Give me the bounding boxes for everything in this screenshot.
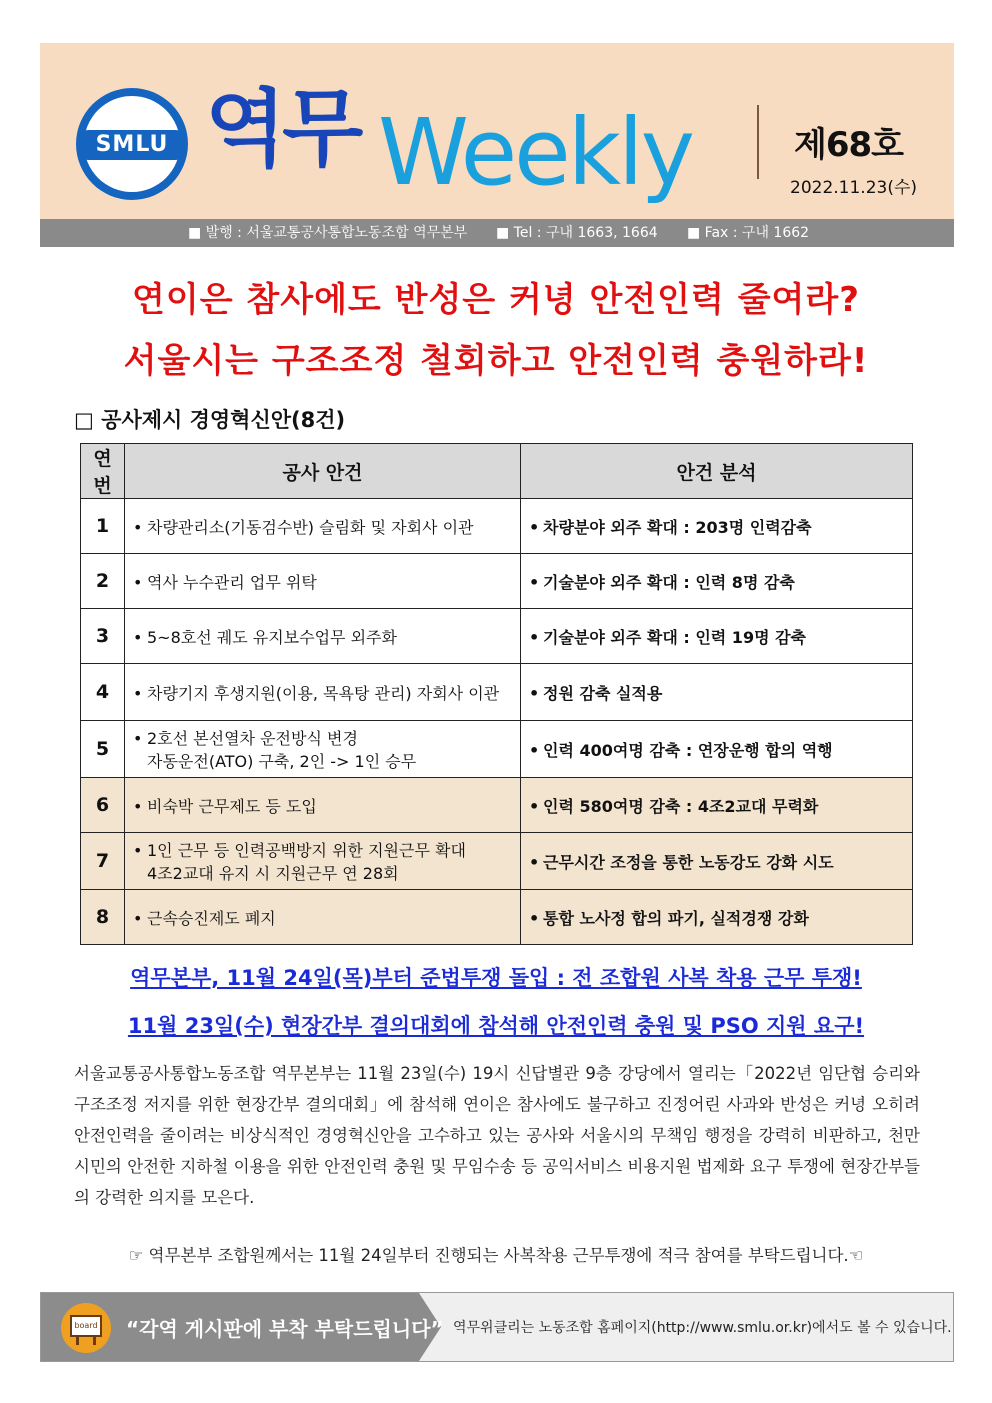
row-analysis: • 근무시간 조정을 통한 노동강도 강화 시도	[521, 833, 913, 890]
table-row	[81, 554, 913, 609]
publisher-info-bar	[40, 219, 954, 247]
newsletter-header	[40, 43, 954, 219]
announcement-link-2[interactable]: 11월 23일(수) 현장간부 결의대회에 참석해 안전인력 충원 및 PSO 지원 요구!	[127, 1014, 865, 1038]
column-header-number: 연번	[81, 444, 125, 499]
row-number: 7	[81, 833, 125, 890]
footer-banner	[40, 1292, 954, 1362]
row-number: 4	[81, 664, 125, 721]
table-row	[81, 664, 913, 721]
row-number: 2	[81, 554, 125, 609]
issue-number: 제68호	[794, 125, 904, 165]
table-row	[81, 778, 913, 833]
table-row	[81, 609, 913, 664]
headline-line-2: 서울시는 구조조정 철회하고 안전인력 충원하라!	[123, 341, 869, 381]
row-analysis: • 인력 580여명 감축 : 4조2교대 무력화	[521, 778, 913, 833]
title-english: Weekly	[378, 99, 693, 206]
row-item: • 5~8호선 궤도 유지보수업무 외주화	[125, 609, 521, 664]
table-row	[81, 890, 913, 945]
proposal-table	[80, 443, 913, 945]
row-item: • 1인 근무 등 인력공백방지 위한 지원근무 확대 4조2교대 유지 시 지원근무 연 28회	[125, 833, 521, 890]
logo-text: SMLU	[84, 130, 180, 160]
row-item: • 차량관리소(기동검수반) 슬림화 및 자회사 이관	[125, 499, 521, 554]
board-label: board	[70, 1315, 102, 1337]
header-divider	[757, 105, 759, 179]
headline-line-1: 연이은 참사에도 반성은 커녕 안전인력 줄여라?	[132, 280, 860, 320]
row-item: • 차량기지 후생지원(이용, 목욕탕 관리) 자회사 이관	[125, 664, 521, 721]
publisher-text: ■ 발행 : 서울교통공사통합노동조합 역무본부	[188, 225, 468, 241]
title-korean: 역무	[205, 80, 360, 178]
column-header-analysis: 안건 분석	[521, 444, 913, 499]
smlu-logo	[76, 88, 188, 200]
row-analysis: • 기술분야 외주 확대 : 인력 19명 감축	[521, 609, 913, 664]
announcement-link-1[interactable]: 역무본부, 11월 24일(목)부터 준법투쟁 돌입 : 전 조합원 사복 착용 근무 투쟁!	[130, 966, 862, 990]
row-analysis: • 차량분야 외주 확대 : 203명 인력감축	[521, 499, 913, 554]
row-number: 5	[81, 721, 125, 778]
table-header-row	[81, 444, 913, 499]
board-icon	[61, 1303, 111, 1353]
table-row	[81, 499, 913, 554]
row-number: 8	[81, 890, 125, 945]
row-analysis: • 인력 400여명 감축 : 연장운행 합의 역행	[521, 721, 913, 778]
row-analysis: • 정원 감축 실적용	[521, 664, 913, 721]
row-number: 6	[81, 778, 125, 833]
column-header-item: 공사 안건	[125, 444, 521, 499]
row-number: 1	[81, 499, 125, 554]
row-item: • 비숙박 근무제도 등 도입	[125, 778, 521, 833]
row-item: • 2호선 본선열차 운전방식 변경 자동운전(ATO) 구축, 2인 -> 1인 승무	[125, 721, 521, 778]
table-row	[81, 721, 913, 778]
row-analysis: • 기술분야 외주 확대 : 인력 8명 감축	[521, 554, 913, 609]
row-number: 3	[81, 609, 125, 664]
row-item: • 역사 누수관리 업무 위탁	[125, 554, 521, 609]
row-analysis: • 통합 노사정 합의 파기, 실적경쟁 강화	[521, 890, 913, 945]
fax-text: ■ Fax : 구내 1662	[687, 225, 810, 241]
section-title: □ 공사제시 경영혁신안(8건)	[74, 408, 346, 432]
row-item: • 근속승진제도 폐지	[125, 890, 521, 945]
footer-homepage-text: 역무위클리는 노동조합 홈페이지(http://www.smlu.or.kr)에서도 볼 수 있습니다.	[453, 1320, 952, 1336]
table-row	[81, 833, 913, 890]
body-paragraph: 서울교통공사통합노동조합 역무본부는 11월 23일(수) 19시 신답별관 9층 강당에서 열리는「2022년 임단협 승리와 구조조정 저지를 위한 현장간부 결의대회」에 참석해 연이은 참사에도 불구하고 진정어린 사과와 반성은 커녕 오히려 안전인력을 줄이려는 비상식적인 경영혁신안을 고수하고 있는 공사와 서울시의 무책임 행정을 강력히 비판하고, 천만 시민의 안전한 지하철 이용을 위한 안전인력 충원 및 무임수송 등 공익서비스 비용지원 법제화 요구 투쟁에 현장간부들의 강력한 의지를 모은다.	[74, 1064, 920, 1207]
tel-text: ■ Tel : 구내 1663, 1664	[496, 225, 658, 241]
footer-quote: “각역 게시판에 부착 부탁드립니다”	[126, 1317, 444, 1341]
participation-notice: ☞ 역무본부 조합원께서는 11월 24일부터 진행되는 사복착용 근무투쟁에 적극 참여를 부탁드립니다.☜	[128, 1246, 864, 1265]
issue-date: 2022.11.23(수)	[790, 178, 918, 198]
